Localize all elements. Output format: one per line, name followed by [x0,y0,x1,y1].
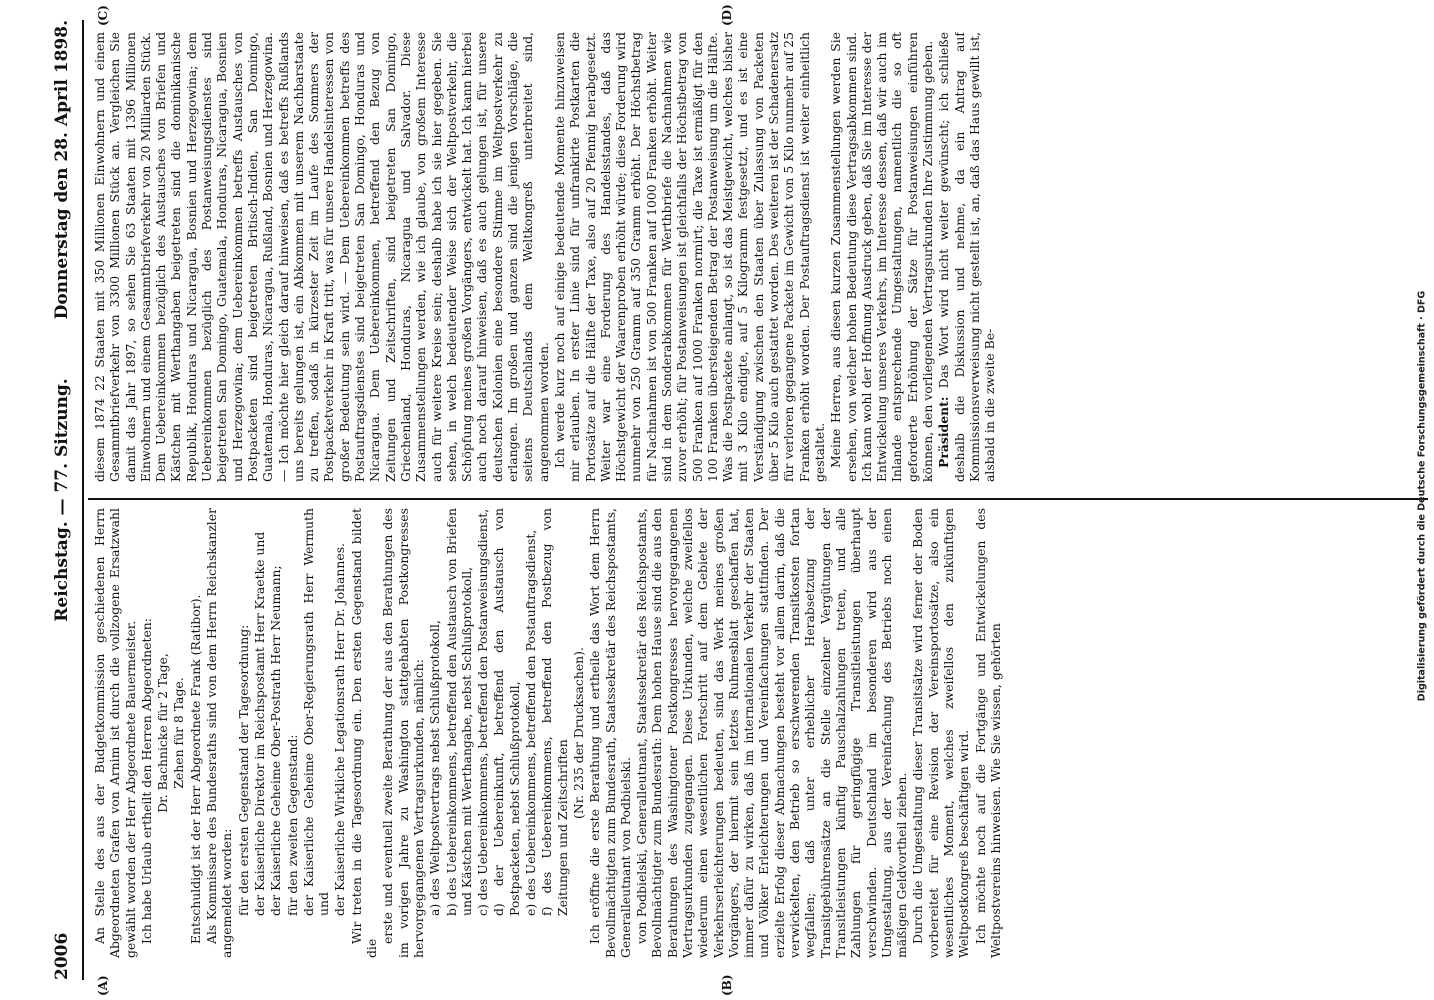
speech-paragraph: Meine Herren, aus diesen kurzen Zusammenstellungen werden Sie ersehen, von welcher hohen Bedeutung diese Vertragsabkommen sind. Ich kann wohl der Hoffnung Ausdruck geben, daß Sie im Interesse der Entwickelung unseres Verkehrs, im Interesse dessen, daß wir auch im Inlande entsprechende Umgestaltungen, namentlich die so oft geforderte Erhöhung der Sätze für Postanweisungen einführen können, den vorliegenden Vertragsurkunden Ihre Zustimmung geben. [828,32,936,482]
margin-marker-b: (B) [720,974,734,996]
treaty-item-f: f) des Uebereinkommens, betreffend den Postbezug von Zeitungen und Zeitschriften [539,508,570,916]
left-column [92,508,1422,958]
session-date: Donnerstag den 28. April 1898. [52,20,72,320]
header-rule [82,20,84,980]
page-number: 2006 [52,932,72,980]
margin-marker-c: (C) [96,5,110,26]
commissioner-entry: der Kaiserliche Geheime Ober-Regierungsrath Herr Wermuth und [300,508,332,916]
session-title: Reichstag. — 77. Sitzung. [52,378,72,622]
leave-entry: Dr. Bachnicke für 2 Tage, [155,653,171,813]
paragraph: Ich eröffne die erste Berathung und ertheile das Wort dem Herrn Bevollmächtigten zum Bundesrath, Staatssekretär des Reichspostamts, Generalleutnant von Podbielski. [587,508,633,958]
column-divider [88,498,1428,500]
speaker-label: Präsident: [936,396,952,468]
president-paragraph [936,32,997,482]
paragraph: An Stelle des aus der Budgetkommission geschiedenen Herrn Abgeordneten Grafen von Arnim ist durch die vollzogene Ersatzwahl gewählt worden der Herr Abgeordnete Bauermeister. [92,508,138,958]
agenda-item-paragraph: erste und eventuell zweite Berathung der aus den Berathungen des im vorigen Jahre zu Washington stattgehabten Postkongresses hervorgegangenen Vertragsurkunden, nämlich: [380,508,426,958]
margin-marker-d: (D) [720,4,734,26]
agenda-heading: für den zweiten Gegenstand: [284,734,300,916]
treaty-item-d: d) der Uebereinkunft, betreffend den Austausch von Postpacketen, nebst Schlußprotokoll, [491,508,522,916]
paragraph: Ich habe Urlaub ertheilt den Herren Abgeordneten: [138,618,154,944]
treaty-item-a: a) des Weltpostvertrags nebst Schlußprotokoll, [427,620,443,916]
paragraph: Wir treten in die Tagesordnung ein. Den ersten Gegenstand bildet die [348,508,380,958]
commissioner-entry: der Kaiserliche Direktor im Reichspostamt Herr Kraetke und [251,531,267,916]
commissioner-entry: der Kaiserliche Wirkliche Legationsrath Herr Dr. Johannes. [332,542,348,916]
speech-paragraph: diesem 1874 22 Staaten mit 350 Millionen Einwohnern und einem Gesammtbriefverkehr von 3300 Millionen Stück an. Vergleichen Sie damit das Jahr 1897, so sehen Sie 63 Staaten mit 1396 Millionen Einwohnern und einem Gesammtbriefverkehr von 20 Milliarden Stück. Dem Uebereinkommen bezüglich des Austausches von Briefen und Kästchen mit Werthangaben beigetreten sind die dominikanische Republik, Honduras und Nicaragua, Bosnien und Herzegowina; dem Uebereinkommen bezüglich des Postanweisungsdienstes sind beigetreten San Domingo, Guatemala, Honduras, Nicaragua, Bosnien und Herzegowina; dem Uebereinkommen betreffs Austausches von Postpacketen sind beigetreten Britisch-Indien, San Domingo, Guatemala, Honduras, Nicaragua, Rußland, Bosnien und Herzegowina. — Ich möchte hier gleich darauf hinweisen, daß es betreffs Rußlands uns bereits gelungen ist, ein Abkommen mit unserem Nachbarstaate zu treffen, sodaß in kürzester Zeit im Laufe des Sommers der Postpacketverkehr in Kraft tritt, was für unsere Handelsinteressen von großer Bedeutung sein wird. — Dem Uebereinkommen betreffs des Postauftragsdienstes sind beigetreten San Domingo, Honduras und Nicaragua. Dem Uebereinkommen, betreffend den Bezug von Zeitungen und Zeitschriften, sind beigetreten San Domingo, Griechenland, Honduras, Nicaragua und Salvador. Diese Zusammenstellungen werden, wie ich glaube, von großem Interesse auch für weitere Kreise sein; deshalb habe ich sie hier gegeben. Sie sehen, in welch bedeutender Weise sich der Weltpostverkehr, die Schöpfung meines großen Vorgängers, entwickelt hat. Ich kann hierbei auch noch darauf hinweisen, daß es auch gelungen ist, für unsere deutschen Kolonien eine besondere Stimme im Weltpostverkehr zu erlangen. Im großen und ganzen sind die jenigen Vorschläge, die seitens Deutschlands dem Weltkongreß unterbreitet sind, angenommen worden. [92,32,551,482]
commissioner-entry: der Kaiserliche Geheime Ober-Postrath Herr Neumann; [268,565,284,916]
president-text: Das Wort wird nicht weiter gewünscht; ich schließe deshalb die Diskussion und nehme, da ein Antrag auf Kommissionsverweisung nicht gestellt ist, an, daß das Haus gewillt ist, alsbald in die zweite Be- [936,32,998,482]
speech-paragraph: Ich möchte noch auf die Fortgänge und Entwickelungen des Weltpostvereins hinweisen. Wie Sie wissen, gehörten [972,508,1003,958]
treaty-item-c: c) des Uebereinkommens, betreffend den Postanweisungsdienst, [475,508,491,916]
leave-entry: Zehen für 8 Tage. [171,677,187,789]
treaty-item-e: e) des Uebereinkommens, betreffend den Postauftragsdienst, [523,529,539,916]
page-header [52,20,76,980]
speech-paragraph: Ich werde kurz noch auf einige bedeutende Momente hinzuweisen mir erlauben. In erster Linie sind für unfrankirte Postkarten die Portosätze auf die Hälfte der Taxe, also auf 20 Pfennig herabgesetzt. Weiter war eine Forderung des Handelsstandes, daß das Höchstgewicht der Waarenproben erhöht würde; diese Forderung wird nunmehr von 250 Gramm auf 350 Gramm erhöht. Der Höchstbetrag für Nachnahmen ist von 500 Franken auf 1000 Franken erhöht. Weiter sind in dem Sonderabkommen für Werthbriefe die Nachnahmen wie zuvor erhöht; für Postanweisungen ist gleichfalls der Höchstbetrag von 500 Franken auf 1000 Franken normirt; die Taxe ist ermäßigt für den 100 Franken übersteigenden Betrag der Postanweisung um die Hälfte. Was die Postpackete anlangt, so ist das Meistgewicht, welches bisher mit 3 Kilo endigte, auf 5 Kilogramm festgesetzt, und es ist eine Verständigung zwischen den Staaten über Zulassung von Packeten über 5 Kilo auch gestattet worden. Des weiteren ist der Schadenersatz für verloren gegangene Packete im Gewicht von 5 Kilo nunmehr auf 25 Franken erhöht worden. Der Postauftragsdienst ist weiter einheitlich gestaltet. [551,32,827,482]
speech-paragraph: von Podbielski, Generalleutnant, Staatssekretär des Reichspostamts, Bevollmächtigter zum Bundesrath: Dem hohen Hause sind die aus den Berathungen des Washingtoner Postkongresses hervorgegangenen Vertragsurkunden zugegangen. Diese Urkunden, welche zweifellos wiederum einen wesentlichen Fortschritt auf dem Gebiete der Verkehrserleichterungen bedeuten, sind das Werk meines großen Vorgängers, der hiermit sein letztes Ruhmesblatt geschaffen hat, immer dafür zu wirken, daß im internationalen Verkehr der Staaten und Völker Erleichterungen und Vereinfachungen stattfinden. Der erzielte Erfolg dieser Abmachungen besteht vor allem darin, daß die verwickelten, den Betrieb so erschwerenden Transitkosten fortan wegfallen; daß unter erheblicher Herabsetzung der Transitgebührensätze an die Stelle einzelner Vergütungen der Transitleistungen künftig Pauschalzahlungen treten, und alle Zahlungen für geringfügige Transitleistungen überhaupt verschwinden. Deutschland im besonderen wird aus der Umgestaltung, aus der Vereinfachung des Betriebs noch einen mäßigen Geldvortheil ziehen. [634,508,910,958]
treaty-item-b: b) des Uebereinkommens, betreffend den Austausch von Briefen und Kästchen mit Werthangabe, nebst Schlußprotokoll, [443,508,474,916]
right-column [92,32,1422,482]
credit-text: Digitalisierung gefördert durch die Deutsche Forschungsgemeinschaft · DFG [1416,290,1428,702]
paragraph: Entschuldigt ist der Herr Abgeordnete Frank (Ratibor). [187,594,203,944]
speech-paragraph: Durch die Umgestaltung dieser Transitsätze wird ferner der Boden vorbereitet für eine Revision der Vereinsportosätze, also ein wesentliches Moment, welches zweifellos den zukünftigen Weltpostkongreß beschäftigen wird. [910,508,972,958]
print-reference: (Nr. 235 der Drucksachen). [570,647,586,819]
paragraph: Als Kommissare des Bundesraths sind von dem Herrn Reichskanzler angemeldet worden: [204,508,235,958]
margin-marker-a: (A) [96,975,110,996]
agenda-heading: für den ersten Gegenstand der Tagesordnung: [235,624,251,916]
digitization-credit [1412,6,1432,986]
